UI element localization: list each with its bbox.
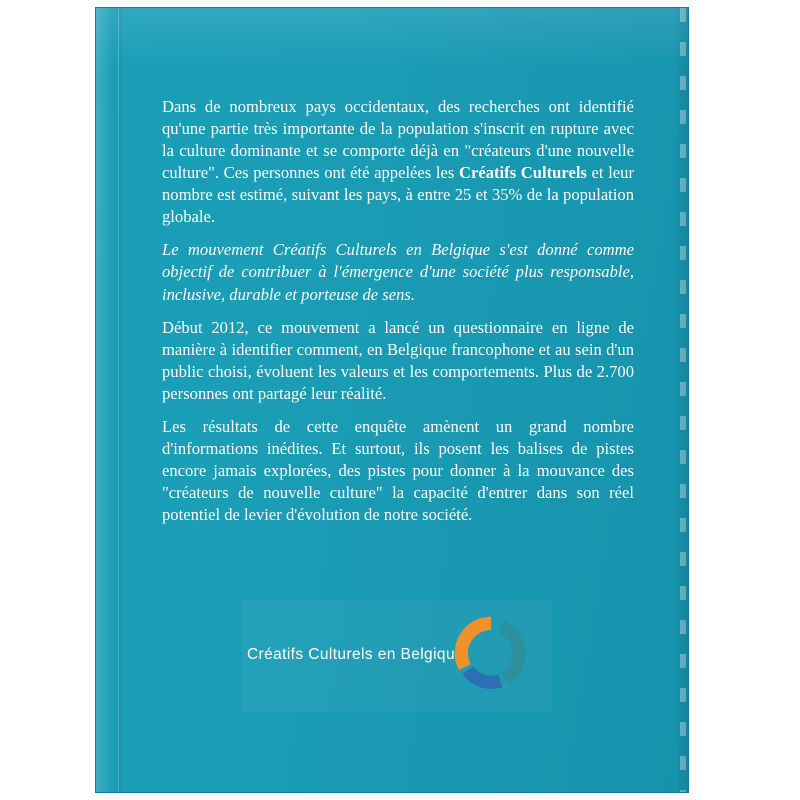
page-edge-ticks — [680, 8, 686, 792]
broken-ring-logo-icon — [452, 614, 530, 692]
publisher-logo-block — [242, 600, 552, 712]
blurb-paragraph-2: Le mouvement Créatifs Culturels en Belgique s'est donné comme objectif de contribuer à l'émergence d'une société plus responsable, inclusive, durable et porteuse de sens. — [162, 240, 634, 304]
blurb-paragraph-1 — [162, 96, 634, 228]
logo-caption: Créatifs Culturels en Belgique — [246, 646, 464, 663]
blurb-run-1b-bold: Créatifs Culturels — [459, 163, 587, 183]
back-cover-blurb — [162, 96, 634, 537]
book-back-cover — [96, 8, 688, 792]
cover-top-sheen — [96, 8, 688, 68]
cover-edge-shadow — [674, 8, 688, 792]
cover-spine-line — [118, 8, 119, 792]
blurb-run-1a: Dans de nombreux pays occidentaux, des recherches ont identifié qu'une partie très importante de la population s'inscrit en rupture avec la culture dominante et se comporte déjà en "créateurs d'une nouvelle culture". Ces personnes ont été appelées les — [162, 97, 634, 183]
blurb-paragraph-4: Les résultats de cette enquête amènent un grand nombre d'informations inédites. Et surtout, ils posent les balises de pistes encore jamais explorées, des pistes pour donner à la mouvance des "créateurs de nouvelle culture" la capacité d'entrer dans son réel potentiel de levier d'évolution de notre société. — [162, 416, 634, 525]
blurb-run-1c: et leur nombre est estimé, suivant les pays, à entre 25 et 35% de la population globale. — [162, 163, 634, 227]
blurb-paragraph-3: Début 2012, ce mouvement a lancé un questionnaire en ligne de manière à identifier comment, en Belgique francophone et au sein d'un public choisi, évoluent les valeurs et les comportements. Plus de 2.700 personnes ont partagé leur réalité. — [162, 317, 634, 403]
